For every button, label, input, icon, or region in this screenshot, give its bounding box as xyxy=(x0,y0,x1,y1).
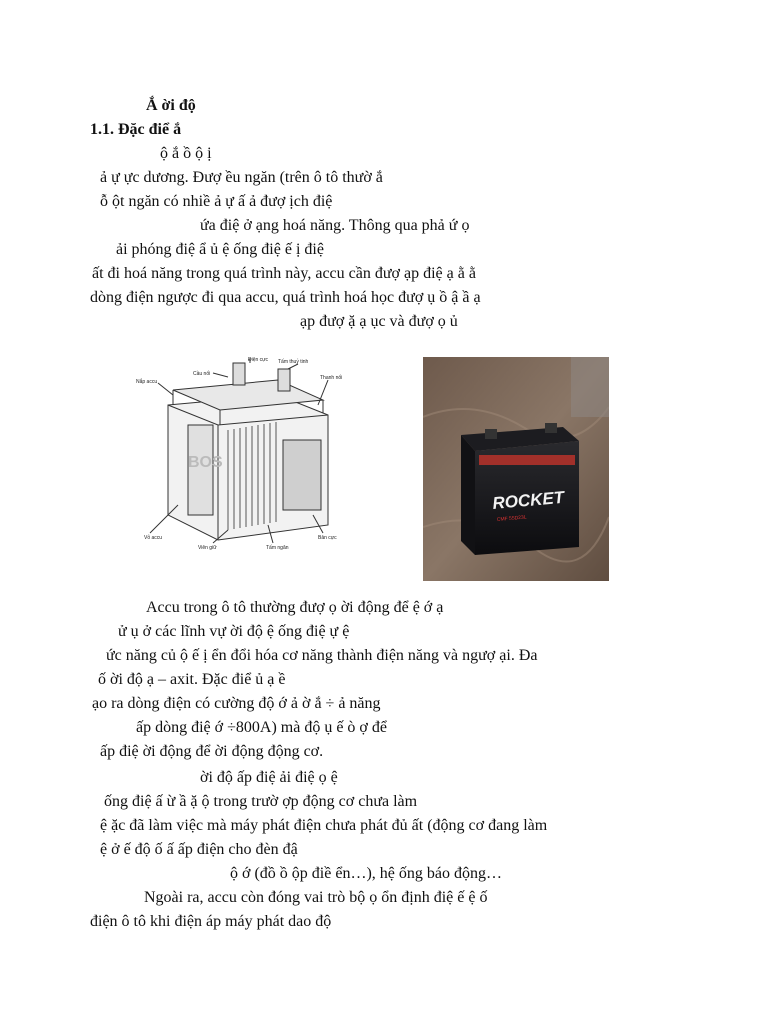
photo-model: CMF 55D23L xyxy=(496,514,527,523)
paragraph-line: ả ự ực dương. Đượ ều ngăn (trên ô tô thườ ắ xyxy=(100,169,383,186)
label-tam-ngan: Tấm ngăn xyxy=(266,545,289,551)
paragraph-line: Ngoài ra, accu còn đóng vai trò bộ ọ ổn định điệ ế ệ ố xyxy=(144,889,488,906)
label-dien-cuc: Điện cực xyxy=(248,357,269,363)
label-vo-accu: Vỏ accu xyxy=(144,535,163,541)
paragraph-line: Accu trong ô tô thường đượ ọ ời động để ệ ớ ạ xyxy=(146,599,444,616)
paragraph-line: ạp đượ ặ ạ ục và đượ ọ ủ xyxy=(300,313,458,330)
paragraph-line: dòng điện ngược đi qua accu, quá trình hoá học đượ ụ ồ ậ ầ ạ xyxy=(90,289,481,306)
paragraph-line: ứa điệ ở ạng hoá năng. Thông qua phả ứ ọ xyxy=(200,217,470,234)
paragraph-line: ệ ặc đã làm việc mà máy phát điện chưa phát đủ ất (động cơ đang làm xyxy=(100,817,548,834)
label-tam-thuy-tinh: Tấm thuỷ tinh xyxy=(278,359,309,365)
label-nap-accu: Nắp accu xyxy=(136,379,158,385)
paragraph-line: ạo ra dòng điện có cường độ ớ ả ờ ắ ÷ ả năng xyxy=(92,695,381,712)
label-vien-gio: Viên giữ xyxy=(198,545,217,551)
paragraph-line: ố ời độ ạ – axit. Đặc điể ủ ạ ề xyxy=(98,671,286,688)
paragraph-line: ức năng củ ộ ế ị ển đổi hóa cơ năng thành điện năng và ngượ ại. Đa xyxy=(106,647,538,664)
paragraph-line: ỗ ột ngăn có nhiề ả ự ấ ả đượ ịch điệ xyxy=(100,193,333,210)
section-heading: 1.1. Đặc điể ắ xyxy=(90,121,182,138)
battery-cutaway-svg xyxy=(128,355,368,555)
paragraph-line: điện ô tô khi điện áp máy phát dao độ xyxy=(90,913,332,930)
paragraph-line: ải phóng điệ ẩ ủ ệ ống điệ ế ị điệ xyxy=(116,241,324,258)
label-ban-cuc: Bản cực xyxy=(318,535,337,541)
battery-photo-svg xyxy=(423,357,609,581)
paragraph-line: ất đi hoá năng trong quá trình này, accu cần đượ ạp điệ ạ ằ ằ xyxy=(92,265,476,282)
paragraph-line: ời độ ấp điệ ải điệ ọ ệ xyxy=(200,769,338,786)
paragraph-line: ệ ở ế độ ố ấ ấp điện cho đèn đậ xyxy=(100,841,298,858)
diagram-logo: BOS xyxy=(188,454,223,471)
paragraph-line: ộ ớ (đồ ồ ộp điề ển…), hệ ống báo động… xyxy=(230,865,502,882)
paragraph-line: ử ụ ở các lĩnh vự ời độ ệ ống điệ ự ệ xyxy=(118,623,350,640)
battery-photo xyxy=(423,357,609,581)
document-title: Ắ ời độ xyxy=(146,97,196,114)
label-thanh-noi: Thanh nối xyxy=(320,375,343,381)
paragraph-line: ấp dòng điệ ớ ÷800A) mà độ ụ ế ò ợ để xyxy=(136,719,387,736)
paragraph-line: ống điệ ấ ừ ầ ặ ộ trong trườ ợp động cơ chưa làm xyxy=(104,793,418,810)
paragraph-line: ấp điệ ời động để ời động động cơ. xyxy=(100,743,324,760)
paragraph-line: ộ ắ ồ ộ ị xyxy=(160,145,212,162)
battery-cutaway-diagram xyxy=(128,355,368,555)
photo-brand: ROCKET xyxy=(491,487,565,513)
label-cau-noi: Cầu nối xyxy=(193,371,211,377)
